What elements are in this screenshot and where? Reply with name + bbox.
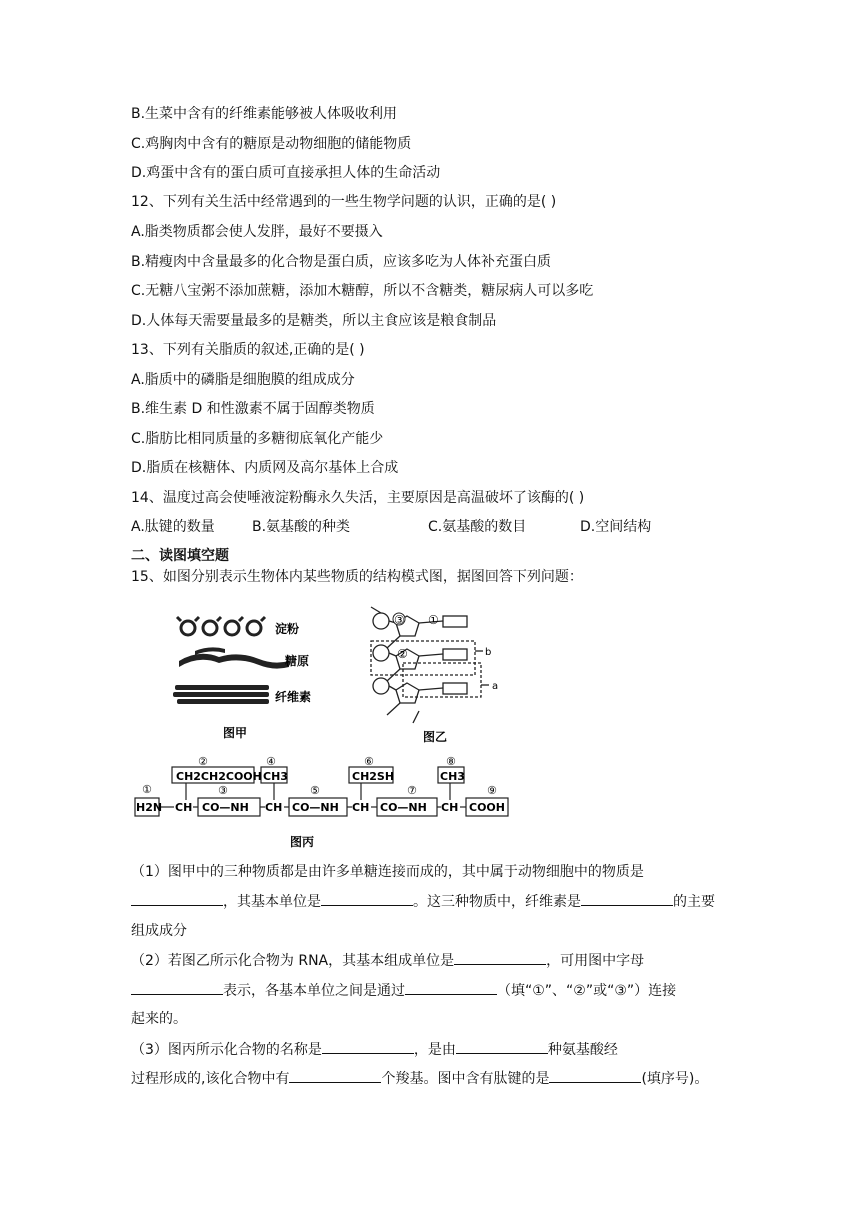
bing-num-1: ① (142, 783, 152, 796)
part2-text-c: 表示，各基本单位之间是通过 (223, 983, 405, 999)
base-2 (443, 649, 467, 660)
num-1: ① (428, 613, 439, 627)
part1-text-c: 。这三种物质中，纤维素是 (413, 894, 581, 910)
q14-option-b: B.氨基酸的种类 (252, 519, 351, 535)
phosphate-1 (373, 613, 389, 629)
part2-text-a: （2）若图乙所示化合物为 RNA，其基本组成单位是 (131, 953, 455, 969)
part2-text-e: 起来的。 (131, 1011, 187, 1027)
bing-num-4: ④ (266, 755, 276, 768)
q15-part3 (131, 1039, 731, 1060)
q13-option-b: B.维生素 D 和性激素不属于固醇类物质 (131, 401, 375, 417)
part3-text-a: （3）图丙所示化合物的名称是 (131, 1042, 322, 1058)
glycogen-chain (179, 647, 289, 668)
bing-num-5: ⑤ (310, 784, 320, 797)
phosphate-2 (373, 645, 389, 661)
peptide-bond-3: CO—NH (202, 801, 249, 814)
label-glycogen: 糖原 (285, 654, 310, 668)
figure-jia (165, 605, 345, 745)
q15-part1 (131, 862, 731, 882)
section-title: 二、读图填空题 (131, 548, 229, 564)
pentose-3 (396, 683, 419, 703)
blank-4[interactable] (454, 950, 546, 965)
alpha-carbon-3: CH (352, 801, 370, 814)
letter-b: b (485, 647, 492, 658)
phosphate-3 (373, 678, 389, 694)
bing-num-2: ② (198, 755, 208, 768)
alpha-carbon-1: CH (175, 801, 193, 814)
alpha-carbon-2: CH (265, 801, 283, 814)
part1-text-b: ，其基本单位是 (223, 894, 321, 910)
q11-option-c: C.鸡胸肉中含有的糖原是动物细胞的储能物质 (131, 136, 412, 152)
blank-10[interactable] (549, 1068, 641, 1083)
alpha-carbon-4: CH (441, 801, 459, 814)
part2-text-d: （填“①”、“②”或“③”）连接 (497, 983, 677, 999)
part3-text-f: (填序号)。 (641, 1071, 709, 1087)
base-1 (443, 616, 467, 627)
figure-yi (365, 603, 515, 748)
part3-text-b: ，是由 (413, 1042, 456, 1058)
cellulose-chain (173, 685, 269, 704)
q13-option-a: A.脂质中的磷脂是细胞膜的组成成分 (131, 372, 355, 388)
q12-option-d: D.人体每天需要量最多的是糖类，所以主食应该是粮食制品 (131, 313, 497, 329)
q11-option-b: B.生菜中含有的纤维素能够被人体吸收利用 (131, 106, 398, 122)
q11-option-d: D.鸡蛋中含有的蛋白质可直接承担人体的生命活动 (131, 165, 441, 181)
q15-part2-line2 (131, 980, 731, 1001)
r-group-6: CH2SH (352, 770, 395, 783)
letter-a: a (492, 681, 499, 692)
q14-stem: 14、温度过高会使唾液淀粉酶永久失活，主要原因是高温破坏了该酶的( ) (131, 490, 585, 506)
q15-part1-line2 (131, 891, 731, 912)
caption-jia: 图甲 (223, 726, 248, 740)
starch-chain (177, 617, 265, 635)
part1-text-a: （1）图甲中的三种物质都是由许多单糖连接而成的，其中属于动物细胞中的物质是 (131, 864, 644, 880)
num-2: ② (397, 647, 408, 661)
part3-text-d: 过程形成的,该化合物中有 (131, 1071, 290, 1087)
bing-num-9: ⑨ (487, 784, 497, 797)
part3-text-c: 种氨基酸经 (547, 1042, 618, 1058)
label-starch: 淀粉 (275, 622, 300, 636)
label-cellulose: 纤维素 (275, 690, 312, 704)
base-3 (443, 683, 467, 694)
q15-part3-line2 (131, 1068, 731, 1089)
bing-num-8: ⑧ (446, 755, 456, 768)
blank-1[interactable] (131, 891, 223, 906)
q15-part2 (131, 950, 731, 971)
amino-group: H2N (136, 801, 163, 814)
figure-bing (132, 752, 517, 852)
blank-2[interactable] (321, 891, 413, 906)
r-group-2: CH2CH2COOH (176, 770, 262, 783)
caption-yi: 图乙 (423, 730, 448, 744)
num-3: ③ (394, 613, 405, 627)
q12-option-b: B.精瘦肉中含量最多的化合物是蛋白质，应该多吃为人体补充蛋白质 (131, 254, 552, 270)
peptide-bond-7: CO—NH (380, 801, 427, 814)
q15-stem: 15、如图分别表示生物体内某些物质的结构模式图，据图回答下列问题： (131, 569, 583, 585)
q13-stem: 13、下列有关脂质的叙述,正确的是( ) (131, 342, 365, 358)
q12-option-c: C.无糖八宝粥不添加蔗糖，添加木糖醇，所以不含糖类，糖尿病人可以多吃 (131, 283, 594, 299)
r-group-8: CH3 (440, 770, 465, 783)
q15-part2-line3 (131, 1009, 731, 1029)
r-group-4: CH3 (263, 770, 288, 783)
blank-5[interactable] (131, 980, 223, 995)
part3-text-e: 个羧基。图中含有肽键的是 (381, 1071, 550, 1087)
blank-3[interactable] (581, 891, 673, 906)
part1-text-d: 的主要 (673, 894, 715, 910)
q12-option-a: A.脂类物质都会使人发胖，最好不要摄入 (131, 224, 383, 240)
q13-option-d: D.脂质在核糖体、内质网及高尔基体上合成 (131, 460, 399, 476)
q13-option-c: C.脂肪比相同质量的多糖彻底氧化产能少 (131, 431, 384, 447)
bing-num-3: ③ (218, 784, 228, 797)
blank-7[interactable] (322, 1039, 414, 1054)
part1-text-e: 组成成分 (131, 923, 187, 939)
q14-option-c: C.氨基酸的数目 (428, 519, 527, 535)
peptide-bond-5: CO—NH (292, 801, 339, 814)
q14-option-d: D.空间结构 (580, 519, 652, 535)
part2-text-b: ，可用图中字母 (546, 953, 645, 969)
q15-part1-line3 (131, 921, 731, 941)
blank-9[interactable] (289, 1068, 381, 1083)
bing-num-7: ⑦ (407, 784, 417, 797)
carboxyl-group: COOH (469, 801, 505, 814)
caption-bing: 图丙 (290, 835, 315, 849)
q12-stem: 12、下列有关生活中经常遇到的一些生物学问题的认识，正确的是( ) (131, 194, 557, 210)
q14-option-a: A.肽键的数量 (131, 519, 215, 535)
bing-num-6: ⑥ (364, 755, 374, 768)
blank-8[interactable] (456, 1039, 548, 1054)
blank-6[interactable] (405, 980, 497, 995)
